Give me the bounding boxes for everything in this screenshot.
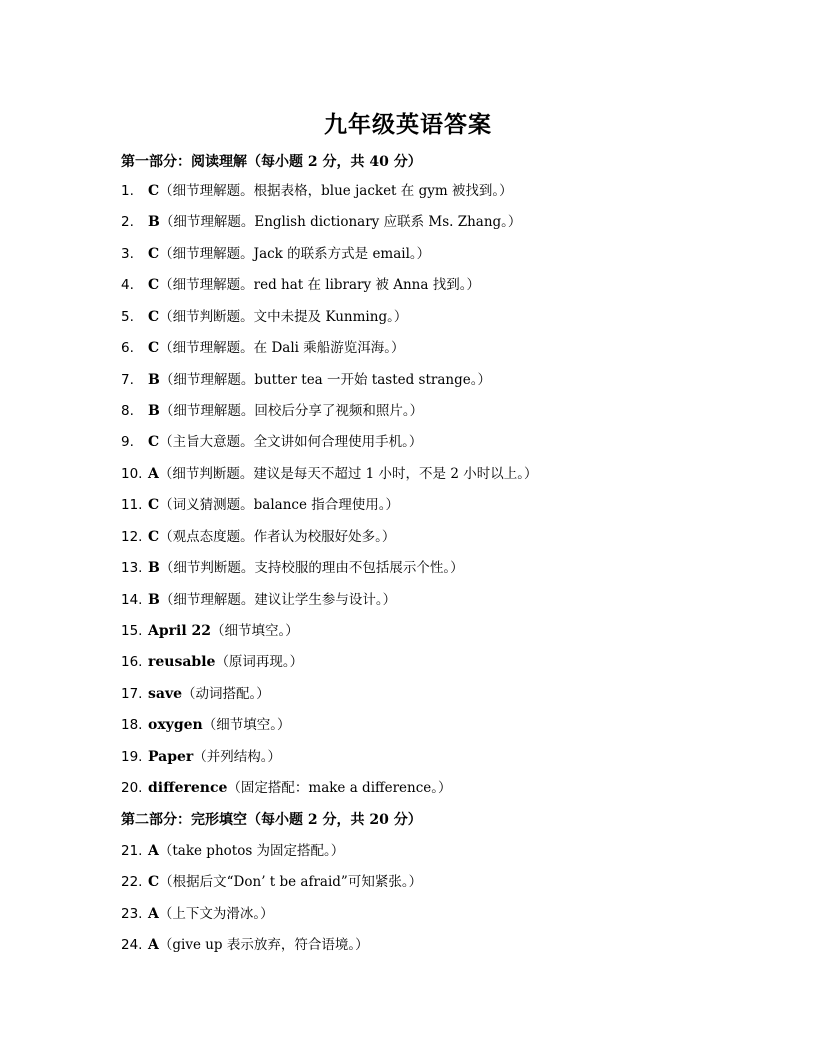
item-answer: C — [148, 309, 160, 325]
item-answer: B — [148, 403, 160, 419]
item-explanation: （细节理解题。根据表格，blue jacket 在 gym 被找到。） — [159, 183, 513, 199]
item-answer: C — [148, 246, 160, 262]
list-item — [121, 528, 395, 546]
item-number: 13. — [121, 560, 143, 576]
item-explanation: （细节判断题。支持校服的理由不包括展示个性。） — [159, 560, 464, 576]
item-answer: B — [148, 560, 160, 576]
item-number: 6. — [121, 340, 134, 356]
list-item — [121, 779, 452, 797]
list-item — [121, 339, 405, 357]
item-answer: C — [148, 874, 160, 890]
item-explanation: （细节理解题。red hat 在 library 被 Anna 找到。） — [159, 277, 480, 293]
item-answer: A — [148, 843, 159, 859]
item-explanation: （细节理解题。建议让学生参与设计。） — [159, 592, 397, 608]
list-item — [121, 182, 513, 200]
item-explanation: （细节理解题。Jack 的联系方式是 email。） — [159, 246, 431, 262]
list-item — [121, 591, 396, 609]
item-number: 17. — [121, 686, 143, 702]
item-number: 4. — [121, 277, 134, 293]
list-item — [121, 873, 422, 891]
item-number: 21. — [121, 843, 143, 859]
item-number: 14. — [121, 592, 143, 608]
item-number: 16. — [121, 654, 143, 670]
item-explanation: （词义猜测题。balance 指合理使用。） — [159, 497, 399, 513]
item-answer: A — [148, 937, 159, 953]
list-item — [121, 213, 521, 231]
item-explanation: （细节理解题。butter tea 一开始 tasted strange。） — [159, 372, 491, 388]
item-number: 10. — [121, 466, 143, 482]
item-number: 18. — [121, 717, 143, 733]
page-title: 九年级英语答案 — [324, 111, 492, 138]
item-answer: C — [148, 340, 160, 356]
item-explanation: （细节填空。） — [202, 717, 291, 733]
list-item — [121, 716, 290, 734]
item-answer: C — [148, 434, 160, 450]
list-item — [121, 308, 407, 326]
item-answer: C — [148, 497, 160, 513]
item-number: 20. — [121, 780, 143, 796]
item-number: 8. — [121, 403, 134, 419]
item-explanation: （细节理解题。English dictionary 应联系 Ms. Zhang。） — [159, 214, 522, 230]
item-answer: B — [148, 592, 160, 608]
item-explanation: （原词再现。） — [215, 654, 304, 670]
item-answer: B — [148, 214, 160, 230]
section-heading-part1: 第一部分：阅读理解（每小题 2 分，共 40 分） — [121, 154, 422, 170]
list-item — [121, 245, 430, 263]
item-answer: oxygen — [148, 717, 203, 733]
item-answer: save — [148, 686, 182, 702]
item-explanation: （细节填空。） — [211, 623, 299, 639]
item-answer: A — [148, 906, 159, 922]
list-item — [121, 465, 537, 483]
item-answer: difference — [148, 780, 228, 796]
list-item — [121, 748, 281, 766]
item-explanation: （细节理解题。在 Dali 乘船游览洱海。） — [159, 340, 405, 356]
list-item — [121, 371, 491, 389]
list-item — [121, 402, 423, 420]
list-item — [121, 842, 344, 860]
item-number: 24. — [121, 937, 143, 953]
item-explanation: （动词搭配。） — [182, 686, 270, 702]
item-answer: Paper — [148, 749, 194, 765]
item-explanation: （观点态度题。作者认为校服好处多。） — [159, 529, 396, 545]
item-answer: April 22 — [148, 623, 212, 639]
list-item — [121, 559, 464, 577]
item-answer: C — [148, 277, 160, 293]
item-number: 22. — [121, 874, 143, 890]
item-explanation: （上下文为滑冰。） — [158, 906, 274, 922]
item-explanation: （固定搭配：make a difference。） — [227, 780, 452, 796]
section-heading-part2: 第二部分：完形填空（每小题 2 分，共 20 分） — [121, 812, 422, 828]
item-answer: reusable — [148, 654, 216, 670]
item-number: 1. — [121, 183, 134, 199]
item-answer: C — [148, 183, 160, 199]
item-number: 12. — [121, 529, 143, 545]
item-number: 2. — [121, 214, 134, 230]
item-explanation: （主旨大意题。全文讲如何合理使用手机。） — [159, 434, 423, 450]
item-number: 9. — [121, 434, 134, 450]
item-number: 3. — [121, 246, 134, 262]
item-explanation: （细节理解题。回校后分享了视频和照片。） — [159, 403, 424, 419]
list-item — [121, 905, 274, 923]
item-number: 23. — [121, 906, 143, 922]
item-number: 19. — [121, 749, 143, 765]
list-item — [121, 685, 270, 703]
item-number: 7. — [121, 372, 134, 388]
list-item — [121, 653, 303, 671]
list-item — [121, 622, 299, 640]
item-explanation: （give up 表示放弃，符合语境。） — [158, 937, 369, 953]
item-explanation: （根据后文“Don’ t be afraid”可知紧张。） — [159, 874, 423, 890]
item-answer: A — [148, 466, 159, 482]
item-explanation: （并列结构。） — [193, 749, 282, 765]
item-explanation: （take photos 为固定搭配。） — [158, 843, 345, 859]
item-explanation: （细节判断题。建议是每天不超过 1 小时，不是 2 小时以上。） — [158, 466, 538, 482]
list-item — [121, 276, 480, 294]
list-item — [121, 433, 422, 451]
item-answer: C — [148, 529, 160, 545]
item-number: 11. — [121, 497, 143, 513]
item-answer: B — [148, 372, 160, 388]
item-explanation: （细节判断题。文中未提及 Kunming。） — [159, 309, 408, 325]
item-number: 15. — [121, 623, 143, 639]
item-number: 5. — [121, 309, 134, 325]
list-item — [121, 936, 369, 954]
list-item — [121, 496, 399, 514]
